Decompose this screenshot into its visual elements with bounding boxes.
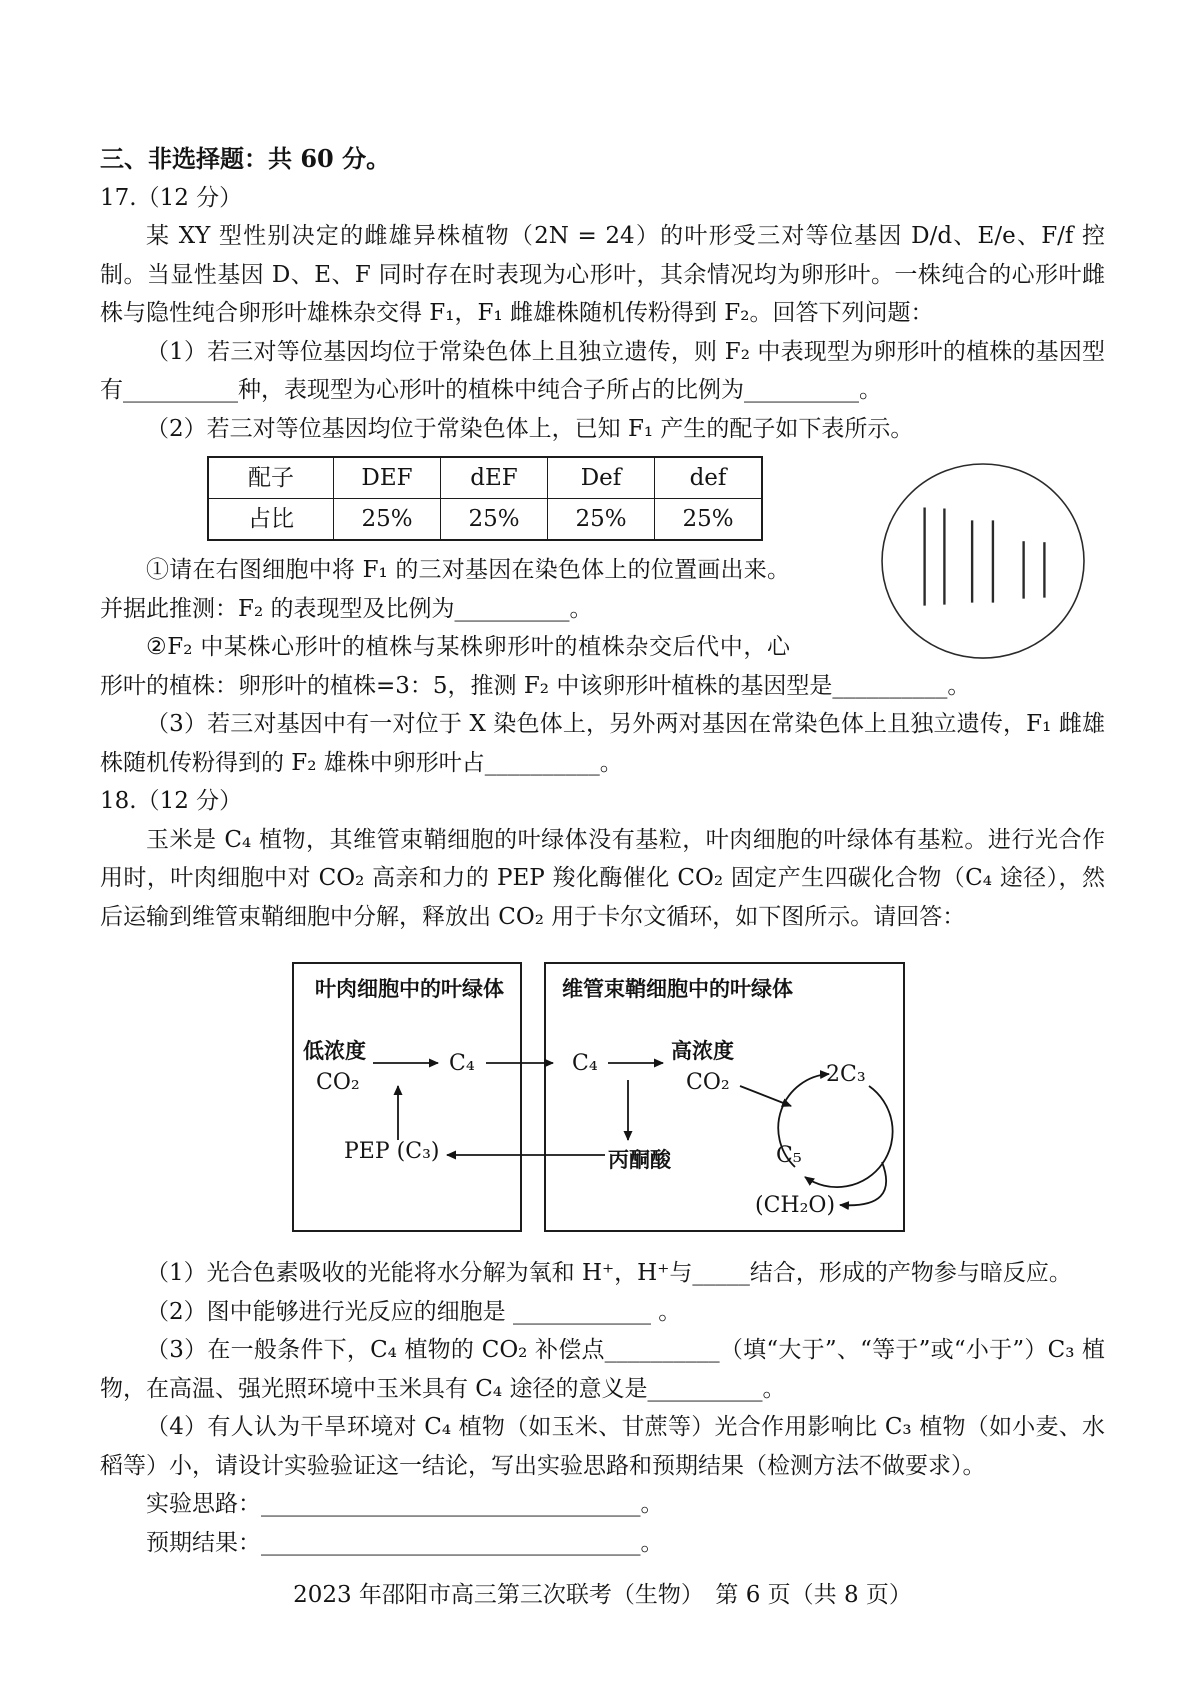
table-value-cell: 25% [334, 499, 441, 541]
q18-part2: （2）图中能够进行光反应的细胞是 ____________ 。 [146, 1298, 682, 1325]
ch2o-label: (CH₂O) [755, 1193, 836, 1218]
q18-part4: （4）有人认为干旱环境对 C₄ 植物（如玉米、甘蔗等）光合作用影响比 C₃ 植物（如小麦、水稻等）小，请设计实验验证这一结论，写出实验思路和预期结果（检测方法不做要求）。 [100, 1414, 1105, 1479]
pyruvate-label: 丙酮酸 [608, 1148, 671, 1172]
q17-media-block [100, 456, 1105, 705]
table-value-cell: 25% [548, 499, 655, 541]
section-heading: 三、非选择题：共 60 分。 [100, 144, 391, 173]
q17-part3: （3）若三对基因中有一对位于 X 染色体上，另外两对基因在常染色体上且独立遗传，F₁ 雌雄株随机传粉得到的 F₂ 雄株中卵形叶占__________。 [100, 711, 1105, 776]
c4-pathway-diagram [100, 962, 1105, 1244]
c4-right-label: C₄ [572, 1051, 598, 1076]
co2-high-label: CO₂ [686, 1070, 730, 1095]
q17-part1: （1）若三对等位基因均位于常染色体上且独立遗传，则 F₂ 中表现型为卵形叶的植株的基因型有__________种，表现型为心形叶的植株中纯合子所占的比例为__________。 [100, 338, 1105, 403]
q17-part2-intro: （2）若三对等位基因均位于常染色体上，已知 F₁ 产生的配子如下表所示。 [146, 415, 914, 442]
high-concentration-label: 高浓度 [671, 1039, 734, 1063]
table-value-cell: 25% [655, 499, 763, 541]
pathway-arrows [100, 962, 1105, 1244]
mesophyll-box-title: 叶肉细胞中的叶绿体 [315, 977, 504, 1001]
table-value-row [208, 499, 762, 541]
table-header-cell: def [655, 457, 763, 499]
q18-intro: 玉米是 C₄ 植物，其维管束鞘细胞的叶绿体没有基粒，叶肉细胞的叶绿体有基粒。进行光合作用时，叶肉细胞中对 CO₂ 高亲和力的 PEP 羧化酶催化 CO₂ 固定产生四碳化合物（C₄ 途径），然后运输到维管束鞘细胞中分解，释放出 CO₂ 用于卡尔文循环，如下图所示。请回答： [100, 826, 1105, 930]
two-c3-label: 2C₃ [826, 1062, 866, 1087]
q17-sub2: ②F₂ 中某株心形叶的植株与某株卵形叶的植株杂交后代中，心形叶的植株：卵形叶的植株=3：5，推测 F₂ 中该卵形叶植株的基因型是__________。 [100, 634, 971, 699]
q18-number: 18.（12 分） [100, 788, 243, 814]
table-header-cell: Def [548, 457, 655, 499]
cell-outline [882, 464, 1084, 658]
table-row-label: 占比 [208, 499, 334, 541]
co2-low-label: CO₂ [316, 1070, 360, 1095]
low-concentration-label: 低浓度 [303, 1039, 366, 1063]
page-footer: 2023 年邵阳市高三第三次联考（生物） 第 6 页（共 8 页） [293, 1582, 912, 1608]
table-header-cell: dEF [441, 457, 548, 499]
experiment-line: 实验思路：_________________________________。 [146, 1491, 664, 1517]
table-value-cell: 25% [441, 499, 548, 541]
calvin-cycle-arc-right [805, 1086, 893, 1187]
q18-part1: （1）光合色素吸收的光能将水分解为氧和 H⁺，H⁺与_____结合，形成的产物参与暗反应。 [146, 1260, 1072, 1286]
q17-sub1: ①请在右图细胞中将 F₁ 的三对基因在染色体上的位置画出来。并据此推测：F₂ 的表现型及比例为__________。 [100, 557, 790, 622]
gamete-table [207, 456, 763, 541]
q17-intro: 某 XY 型性别决定的雌雄异株植物（2N = 24）的叶形受三对等位基因 D/d、E/e、F/f 控制。当显性基因 D、E、F 同时存在时表现为心形叶，其余情况均为卵形叶。一株纯合的心形叶雌株与隐性纯合卵形叶雄株杂交得 F₁，F₁ 雌雄株随机传粉得到 F₂。回答下列问题： [100, 223, 1105, 326]
bundle-sheath-box-title: 维管束鞘细胞中的叶绿体 [562, 977, 793, 1001]
result-line: 预期结果：_________________________________。 [146, 1529, 664, 1556]
cell-circle-figure [880, 462, 1090, 662]
q18-part3: （3）在一般条件下，C₄ 植物的 CO₂ 补偿点__________（填“大于”、“等于”或“小于”）C₃ 植物，在高温、强光照环境中玉米具有 C₄ 途径的意义是__________。 [100, 1337, 1105, 1402]
pep-label: PEP (C₃) [344, 1139, 440, 1164]
table-header-cell: 配子 [208, 457, 334, 499]
table-header-row [208, 457, 762, 499]
table-header-cell: DEF [334, 457, 441, 499]
c5-label: C₅ [776, 1143, 802, 1168]
c4-left-label: C₄ [449, 1051, 475, 1076]
q17-number: 17.（12 分） [100, 184, 243, 211]
